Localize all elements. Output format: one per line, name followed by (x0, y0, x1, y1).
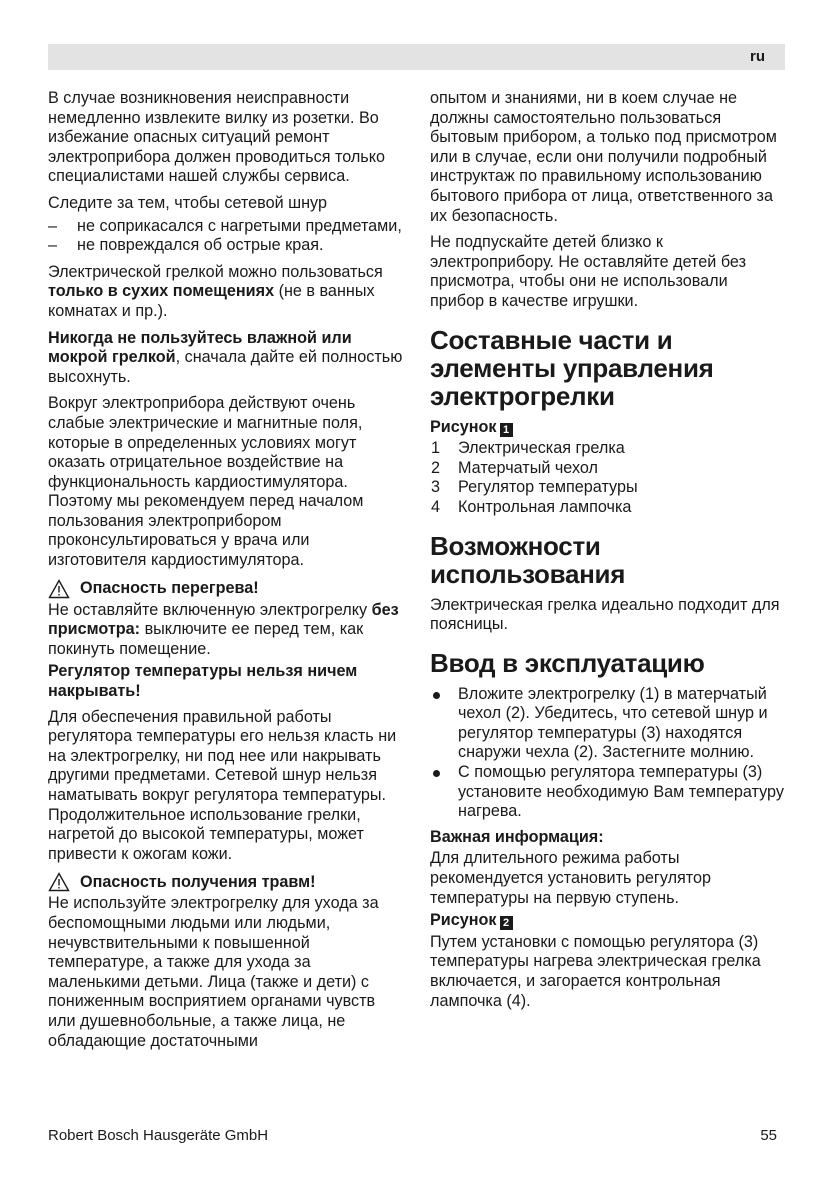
list-item: 3 Регулятор температуры (431, 478, 638, 497)
regulator-paragraph: Для обеспечения правильной работы регулятора температуры его нельзя класть ни на электрогрелку, ни под нее или накрывать другими предметами. Сетевой шнур нельзя наматывать вокруг регулятора температуры. Продолжительное использование грелки, нагретой до высокой температуры, может привести к ожогам кожи. (48, 707, 397, 863)
warning-triangle-icon (48, 579, 70, 599)
unattended-paragraph: Не оставляйте включенную электрогрелку без присмотра: выключите ее перед тем, как покинуть помещение. (48, 600, 399, 658)
children-paragraph: Не подпускайте детей близко к электроприбору. Не оставляйте детей без присмотра, чтобы они не использовали прибор в качестве игрушки. (430, 233, 746, 310)
bullet-icon (433, 692, 440, 699)
list-item: Вложите электрогрелку (1) в матерчатый чехол (2). Убедитесь, что сетевой шнур и регулятор температуры (3) находятся снаружи чехла (2). Застегните молнию. (430, 685, 785, 763)
figure-number-badge: 2 (500, 916, 513, 930)
figure-2-label: Рисунок 2 (430, 911, 785, 931)
parts-heading: Составные части и элементы управления электрогрелки (430, 324, 714, 411)
cord-intro: Следите за тем, чтобы сетевой шнур (48, 193, 327, 212)
list-item: 4 Контрольная лампочка (431, 497, 632, 516)
important-paragraph: Для длительного режима работы рекомендуется установить регулятор температуры на первую ступень. (430, 849, 712, 907)
figure-number-badge: 1 (500, 423, 513, 437)
injury-paragraph: Не используйте электрогрелку для ухода за беспомощными людьми или людьми, нечувствительными к повышенной температуре, а также для ухода за маленькими детьми. Лица (также и дети) с пониженным восприятием органами чувств или душевнобольные, а также лица, не обладающие достаточными (48, 894, 379, 1050)
left-column (48, 89, 403, 1058)
overheat-warning-heading: Опасность перегрева! (48, 579, 403, 599)
dry-rooms-paragraph: Электрической грелкой можно пользоваться только в сухих помещениях (не в ванных комнатах и пр.). (48, 262, 383, 320)
list-item: 2 Матерчатый чехол (431, 458, 598, 477)
header-bar (48, 44, 785, 70)
list-item: – не соприкасался с нагретыми предметами, (48, 216, 402, 235)
malfunction-paragraph: В случае возникновения неисправности немедленно извлеките вилку из розетки. Во избежание опасных ситуаций ремонт электроприбора должен проводиться только специалистами нашей службы сервиса. (48, 89, 385, 186)
right-column (430, 89, 785, 1018)
pacemaker-paragraph: Вокруг электроприбора действуют очень слабые электрические и магнитные поля, которые в определенных условиях могут оказать отрицательное воздействие на функциональность кардиостимулятора. Поэтому мы рекомендуем перед началом пользования электроприбором проконсультироваться у врача или изготовителя кардиостимулятора. (48, 394, 364, 570)
page-number: 55 (760, 1127, 777, 1144)
injury-warning-heading: Опасность получения травм! (48, 872, 403, 892)
usage-paragraph: Электрическая грелка идеально подходит для поясницы. (430, 595, 780, 634)
important-label: Важная информация: (430, 827, 604, 846)
cord-list (48, 217, 403, 256)
footer-company: Robert Bosch Hausgeräte GmbH (48, 1127, 269, 1144)
list-item: С помощью регулятора температуры (3) установите необходимую Вам температуру нагрева. (430, 763, 785, 822)
startup-steps (430, 685, 785, 822)
list-item: – не повреждался об острые края. (48, 236, 324, 255)
regulator-warning: Регулятор температуры нельзя ничем накрывать! (48, 662, 358, 701)
bullet-icon (433, 770, 440, 777)
warning-triangle-icon (48, 872, 70, 892)
language-code: ru (750, 48, 765, 65)
list-item: 1 Электрическая грелка (431, 439, 625, 458)
usage-heading: Возможности использования (430, 530, 626, 589)
wet-pad-paragraph: Никогда не пользуйтесь влажной или мокрой грелкой, сначала дайте ей полностью высохнуть. (48, 328, 403, 386)
final-paragraph: Путем установки с помощью регулятора (3) температуры нагрева электрическая грелка включается, и загорается контрольная лампочка (4). (430, 932, 761, 1010)
figure-1-label: Рисунок 1 (430, 418, 785, 438)
experience-paragraph: опытом и знаниями, ни в коем случае не должны самостоятельно пользоваться бытовым прибором, а только под присмотром или в случае, если они получили подробный инструктаж по правильному использованию бытового прибора от лица, ответственного за их безопасность. (430, 89, 777, 225)
startup-heading: Ввод в эксплуатацию (430, 647, 705, 678)
parts-list (430, 439, 785, 517)
